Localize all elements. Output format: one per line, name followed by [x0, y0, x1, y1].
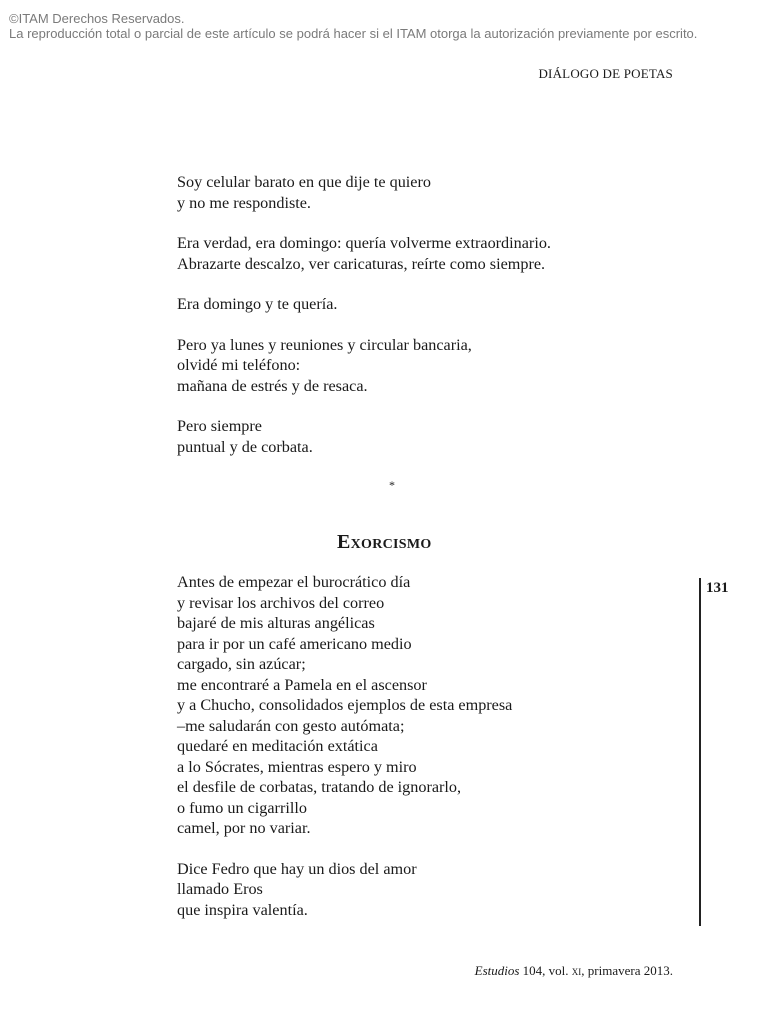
verse-line: el desfile de corbatas, tratando de ignorarlo, [177, 778, 462, 796]
verse-line: y a Chucho, consolidados ejemplos de esta empresa [177, 696, 513, 714]
section-title: Exorcismo [337, 531, 432, 553]
verse-line: a lo Sócrates, mientras espero y miro [177, 757, 417, 776]
verse-line: para ir por un café americano medio [177, 634, 412, 653]
verse-line: o fumo un cigarrillo [177, 798, 307, 817]
verse-line: Pero siempre [177, 417, 262, 435]
copyright-notice [9, 11, 697, 41]
verse-line: cargado, sin azúcar; [177, 655, 306, 673]
verse-line: y no me respondiste. [177, 193, 311, 212]
verse-line: quedaré en meditación extática [177, 737, 378, 755]
stanza [177, 172, 551, 213]
margin-rule [699, 578, 701, 926]
stanza [177, 233, 551, 274]
stanza [177, 294, 551, 315]
verse-line: Abrazarte descalzo, ver caricaturas, reírte como siempre. [177, 254, 546, 273]
stanza [177, 572, 512, 839]
verse-line: bajaré de mis alturas angélicas [177, 614, 375, 632]
copyright-line-1: ©ITAM Derechos Reservados. [9, 11, 185, 26]
verse-line: que inspira valentía. [177, 900, 308, 919]
verse-line: –me saludarán con gesto autómata; [177, 716, 405, 735]
verse-line: olvidé mi teléfono: [177, 356, 301, 374]
page-number: 131 [706, 580, 729, 596]
stanza [177, 859, 512, 921]
verse-line: Dice Fedro que hay un dios del amor [177, 859, 417, 878]
footer-citation [475, 963, 673, 979]
section-separator: * [389, 478, 395, 492]
copyright-line-2: La reproducción total o parcial de este artículo se podrá hacer si el ITAM otorga la autorización previamente por escrito. [9, 26, 698, 41]
verse-line: puntual y de corbata. [177, 437, 313, 456]
poem-exorcismo [177, 572, 512, 920]
verse-line: llamado Eros [177, 880, 263, 898]
footer-issue: 104, vol. [519, 963, 572, 978]
footer-season: , primavera 2013. [581, 963, 673, 978]
verse-line: Era verdad, era domingo: quería volverme extraordinario. [177, 234, 551, 252]
verse-line: me encontraré a Pamela en el ascensor [177, 675, 427, 694]
verse-line: y revisar los archivos del correo [177, 593, 385, 612]
verse-line: camel, por no variar. [177, 819, 311, 837]
footer-volume: xi [571, 963, 582, 978]
verse-line: Pero ya lunes y reuniones y circular bancaria, [177, 335, 472, 354]
verse-line: Era domingo y te quería. [177, 295, 338, 313]
poem-first [177, 172, 551, 457]
footer-journal: Estudios [474, 963, 520, 978]
stanza [177, 416, 551, 457]
running-head: DIÁLOGO DE POETAS [538, 66, 673, 81]
verse-line: mañana de estrés y de resaca. [177, 376, 368, 395]
verse-line: Soy celular barato en que dije te quiero [177, 173, 431, 191]
verse-line: Antes de empezar el burocrático día [177, 573, 411, 591]
stanza [177, 335, 551, 397]
